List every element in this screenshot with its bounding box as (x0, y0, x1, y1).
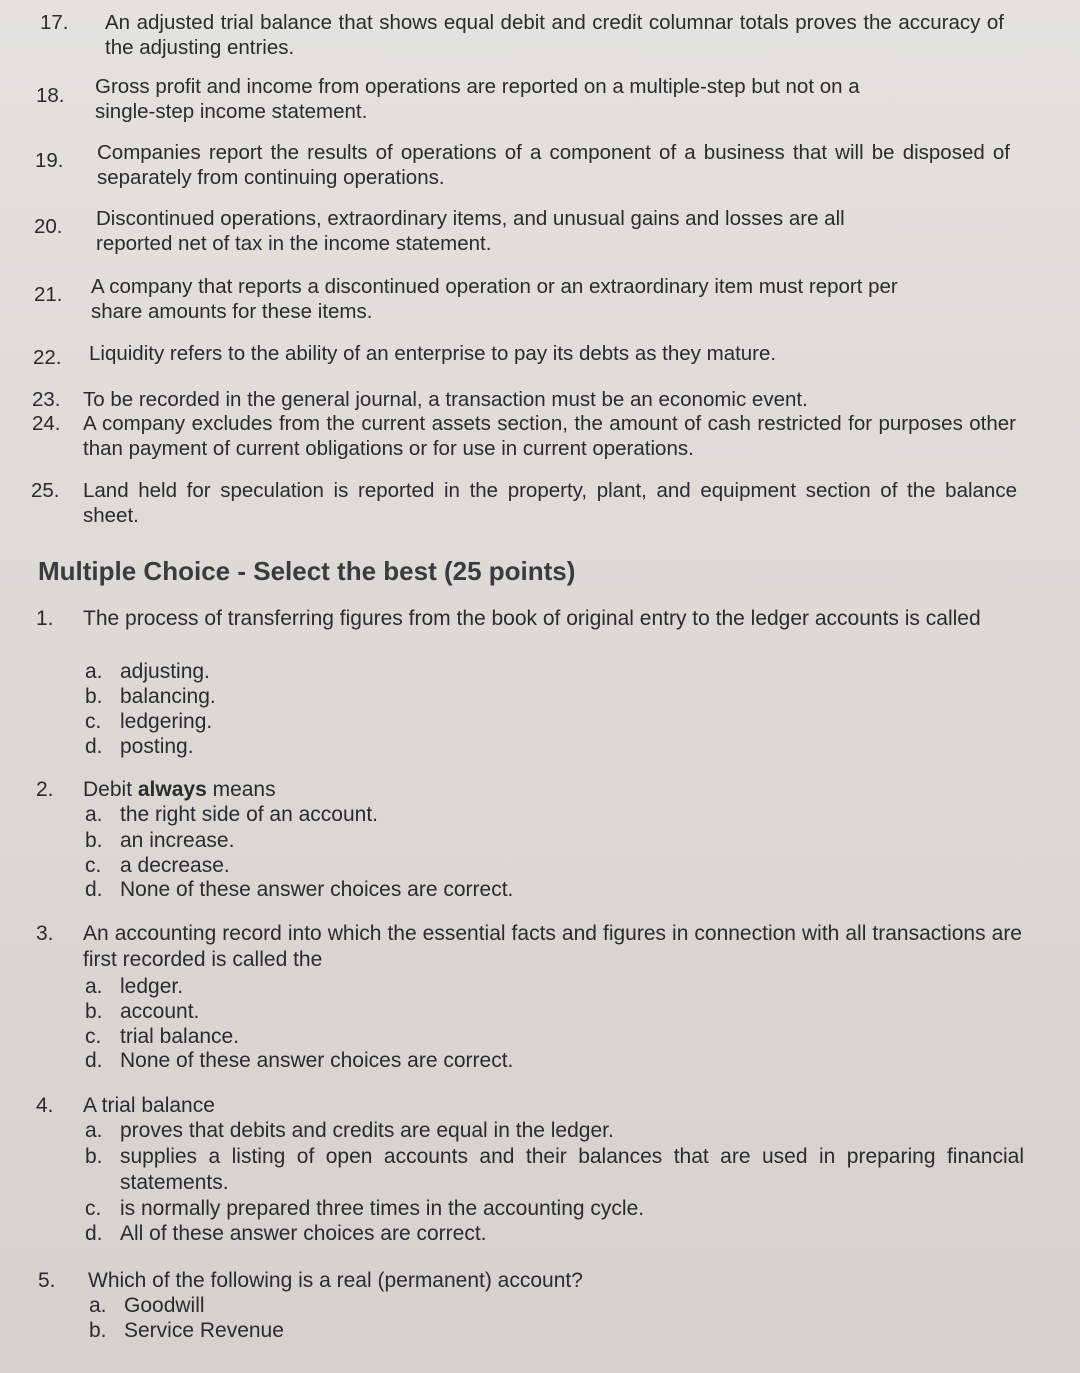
option-text: posting. (120, 735, 194, 758)
option-text: is normally prepared three times in the accounting cycle. (120, 1197, 645, 1220)
option-letter: a. (85, 975, 103, 998)
option-text: balancing. (120, 685, 216, 708)
question-number: 20. (34, 215, 63, 238)
option-letter: b. (85, 1145, 103, 1168)
option-text: None of these answer choices are correct. (120, 1049, 514, 1072)
question-number: 25. (31, 479, 60, 502)
option-text: supplies a listing of open accounts and their balances that are used in preparing financial statements. (120, 1145, 1024, 1194)
question-number: 22. (33, 346, 62, 369)
question-text: An adjusted trial balance that shows equal debit and credit columnar totals proves the accuracy of the adjusting entries. (105, 11, 1004, 59)
option-letter: a. (89, 1294, 107, 1317)
option-text: Goodwill (124, 1294, 205, 1317)
question-number: 3. (36, 922, 54, 945)
option-letter: c. (85, 710, 102, 733)
question-number: 23. (32, 388, 61, 411)
question-stem: Which of the following is a real (permanent) account? (88, 1269, 583, 1292)
option-letter: b. (85, 685, 103, 708)
option-text: None of these answer choices are correct. (120, 878, 514, 901)
option-text: ledger. (120, 975, 184, 998)
option-letter: c. (85, 1197, 102, 1220)
option-text: a decrease. (120, 854, 230, 877)
option-text: proves that debits and credits are equal in the ledger. (120, 1119, 614, 1142)
question-text: To be recorded in the general journal, a transaction must be an economic event. (83, 388, 808, 411)
question-text: Gross profit and income from operations are reported on a multiple-step but not on a single-step income statement. (95, 75, 860, 123)
option-letter: a. (85, 1119, 103, 1142)
question-text: Liquidity refers to the ability of an enterprise to pay its debts as they mature. (89, 342, 777, 365)
question-number: 2. (36, 778, 54, 801)
stem-text: Debit (83, 778, 138, 801)
question-text: A company that reports a discontinued operation or an extraordinary item must report per share amounts for these items. (91, 275, 898, 323)
question-number: 5. (38, 1269, 56, 1292)
question-stem (83, 777, 1022, 803)
option-letter: a. (85, 660, 103, 683)
stem-text: means (206, 778, 276, 801)
option-text: adjusting. (120, 660, 210, 683)
option-letter: b. (85, 829, 103, 852)
question-text: Land held for speculation is reported in the property, plant, and equipment section of the balance sheet. (83, 479, 1017, 527)
option-letter: d. (85, 878, 103, 901)
question-number: 17. (40, 11, 69, 34)
option-letter: a. (85, 803, 103, 826)
question-stem: An accounting record into which the essential facts and figures in connection with all transactions are first recorded is called the (83, 922, 1022, 971)
question-stem: A trial balance (83, 1094, 215, 1117)
option-letter: d. (85, 735, 103, 758)
option-text: ledgering. (120, 710, 213, 733)
option-text: trial balance. (120, 1025, 240, 1048)
stem-emphasis: always (137, 778, 207, 801)
option-letter: c. (85, 1025, 102, 1048)
option-letter: c. (85, 854, 102, 877)
question-text: Discontinued operations, extraordinary items, and unusual gains and losses are all reported net of tax in the income statement. (96, 207, 845, 255)
option-text: account. (120, 1000, 200, 1023)
option-letter: d. (85, 1222, 103, 1245)
question-number: 19. (35, 149, 64, 172)
question-number: 24. (32, 412, 61, 435)
option-text: the right side of an account. (120, 803, 378, 826)
option-text: an increase. (120, 829, 235, 852)
option-letter: b. (89, 1319, 107, 1342)
question-text: Companies report the results of operations of a component of a business that will be disposed of separately from continuing operations. (97, 141, 1010, 189)
question-stem: The process of transferring figures from the book of original entry to the ledger accounts is called (83, 607, 981, 630)
option-text: All of these answer choices are correct. (120, 1222, 487, 1245)
question-number: 21. (34, 283, 63, 306)
section-heading: Multiple Choice - Select the best (25 points) (38, 556, 576, 586)
option-text: Service Revenue (124, 1319, 284, 1342)
option-letter: b. (85, 1000, 103, 1023)
option-letter: d. (85, 1049, 103, 1072)
question-number: 18. (36, 84, 65, 107)
question-number: 4. (36, 1094, 54, 1117)
question-text: A company excludes from the current assets section, the amount of cash restricted for purposes other than payment of current obligations or for use in current operations. (83, 412, 1016, 460)
question-number: 1. (36, 607, 54, 630)
